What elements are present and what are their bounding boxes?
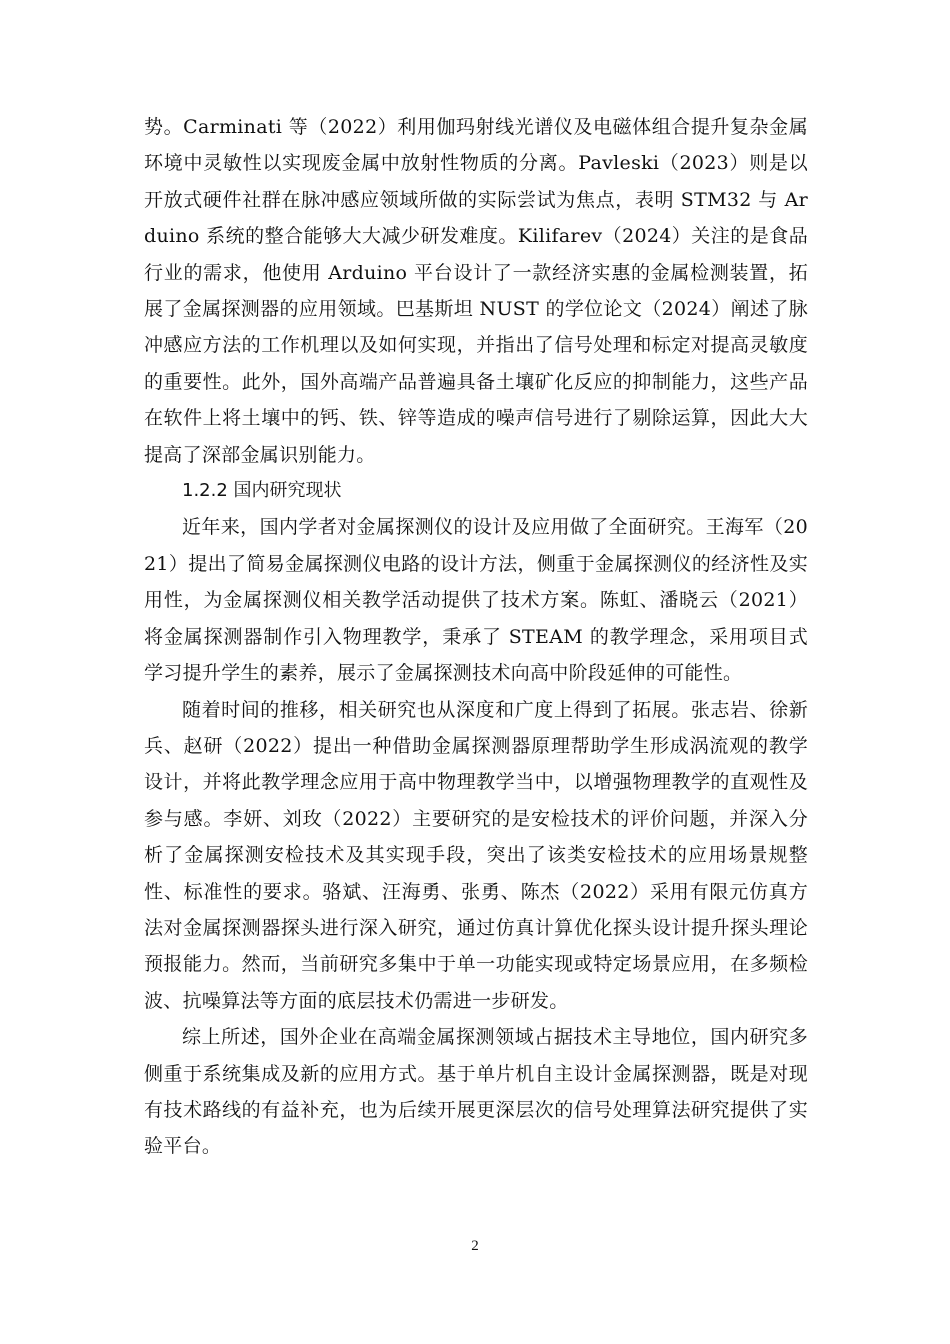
page-body [144,109,808,1165]
section-heading: 1.2.2 国内研究现状 [182,480,342,502]
paragraph: 综上所述，国外企业在高端金属探测领域占据技术主导地位，国内研究多侧重于系统集成及新的应用方式。基于单片机自主设计金属探测器，既是对现有技术路线的有益补充，也为后续开展更深层次的信号处理算法研究提供了实验平台。 [144,1026,808,1158]
paragraph: 近年来，国内学者对金属探测仪的设计及应用做了全面研究。王海军（2021）提出了简易金属探测仪电路的设计方法，侧重于金属探测仪的经济性及实用性，为金属探测仪相关教学活动提供了技术方案。陈虹、潘晓云（2021）将金属探测器制作引入物理教学，秉承了 STEAM 的教学理念，采用项目式学习提升学生的素养，展示了金属探测技术向高中阶段延伸的可能性。 [144,516,808,685]
paragraph: 随着时间的推移，相关研究也从深度和广度上得到了拓展。张志岩、徐新兵、赵研（2022）提出一种借助金属探测器原理帮助学生形成涡流观的教学设计，并将此教学理念应用于高中物理教学当中，以增强物理教学的直观性及参与感。李妍、刘玫（2022）主要研究的是安检技术的评价问题，并深入分析了金属探测安检技术及其实现手段，突出了该类安检技术的应用场景规整性、标准性的要求。骆斌、汪海勇、张勇、陈杰（2022）采用有限元仿真方法对金属探测器探头进行深入研究，通过仿真计算优化探头设计提升探头理论预报能力。然而，当前研究多集中于单一功能实现或特定场景应用，在多频检波、抗噪算法等方面的底层技术仍需进一步研发。 [144,698,808,1012]
paragraph-continued: 势。Carminati 等（2022）利用伽玛射线光谱仪及电磁体组合提升复杂金属环境中灵敏性以实现废金属中放射性物质的分离。Pavleski（2023）则是以开放式硬件社群在脉冲感应领域所做的实际尝试为焦点，表明 STM32 与 Arduino 系统的整合能够大大减少研发难度。Kilifarev（2024）关注的是食品行业的需求，他使用 Arduino 平台设计了一款经济实惠的金属检测装置，拓展了金属探测器的应用领域。巴基斯坦 NUST 的学位论文（2024）阐述了脉冲感应方法的工作机理以及如何实现，并指出了信号处理和标定对提高灵敏度的重要性。此外，国外高端产品普遍具备土壤矿化反应的抑制能力，这些产品在软件上将土壤中的钙、铁、锌等造成的噪声信号进行了剔除运算，因此大大提高了深部金属识别能力。 [144,116,808,466]
page-number: 2 [471,1238,479,1254]
